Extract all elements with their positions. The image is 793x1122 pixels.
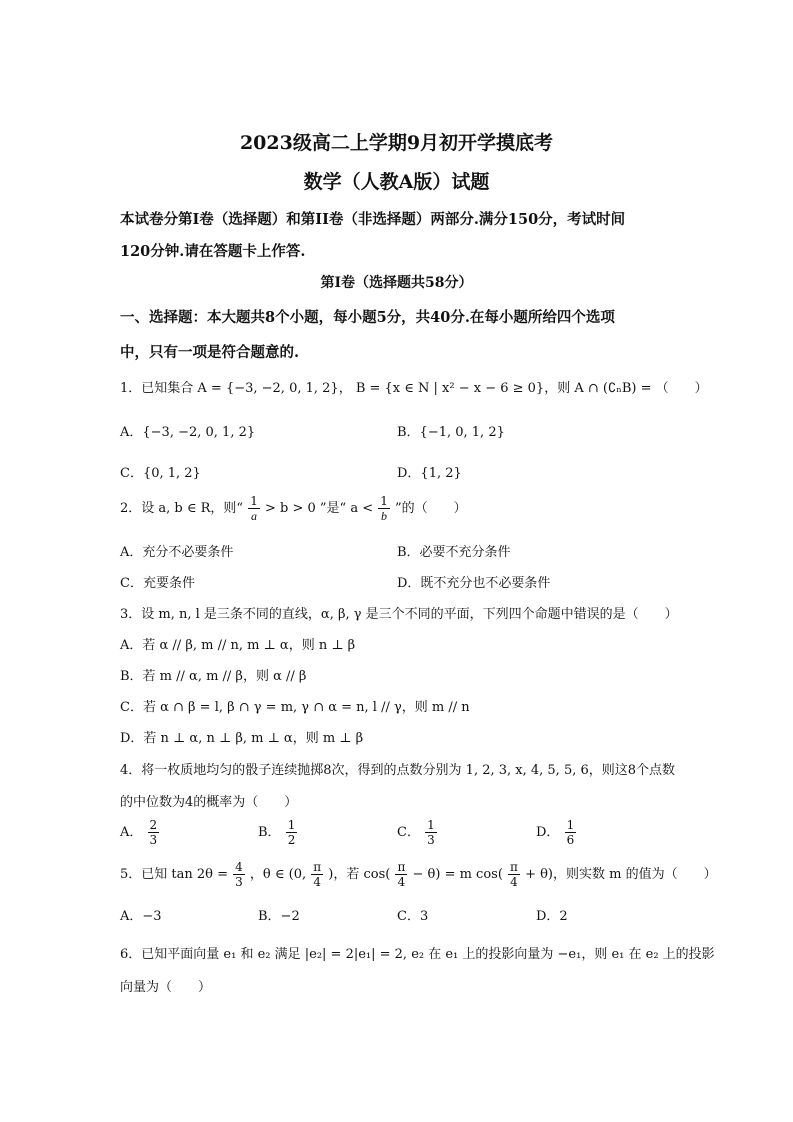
q3-option-c: C．若 α ∩ β = l, β ∩ γ = m, γ ∩ α = n, l // γ，则 m // n — [120, 700, 470, 715]
q4-a-num: 2 — [149, 818, 158, 832]
q4-option-b — [258, 818, 298, 847]
q1-option-d: D．{1, 2} — [397, 466, 462, 481]
part-heading: 第I卷（选择题共58分） — [320, 275, 473, 291]
q4-option-a-fraction — [148, 818, 160, 847]
exam-title: 2023级高二上学期9月初开学摸底考 — [239, 132, 554, 154]
exam-subtitle: 数学（人教A版）试题 — [303, 171, 490, 193]
q2-fraction-2-num: 1 — [380, 494, 388, 508]
q3-option-a: A．若 α // β, m // n, m ⊥ α，则 n ⊥ β — [120, 638, 356, 653]
q2-prefix: 2．设 a, b ∈ R，则“ — [120, 501, 244, 516]
q2-option-b: B．必要不充分条件 — [397, 545, 511, 560]
q4-d-den: 6 — [566, 833, 575, 847]
q1-option-c: C．{0, 1, 2} — [120, 466, 201, 481]
intro-line-1: 本试卷分第I卷（选择题）和第II卷（非选择题）两部分.满分150分，考试时间 — [120, 211, 626, 228]
q5-fraction-1 — [233, 860, 245, 889]
question-5 — [120, 860, 717, 889]
question-2 — [120, 494, 467, 523]
q5-middle-2: )，若 cos( — [328, 867, 391, 882]
q4-option-d-label: D． — [536, 825, 560, 840]
q4-option-c-label: C． — [397, 825, 420, 840]
q4-a-den: 3 — [149, 833, 158, 847]
q5-option-b: B．−2 — [258, 909, 300, 924]
intro-line-2: 120分钟.请在答题卡上作答. — [120, 243, 306, 260]
q5-f2-den: 4 — [313, 875, 322, 889]
section-heading-line-2: 中，只有一项是符合题意的. — [120, 344, 300, 361]
q1-option-a: A．{−3, −2, 0, 1, 2} — [120, 425, 256, 440]
q5-fraction-2 — [311, 860, 323, 889]
question-6-line-2: 向量为（ ） — [120, 980, 212, 995]
q2-option-c: C．充要条件 — [120, 576, 195, 591]
question-4-line-1: 4．将一枚质地均匀的骰子连续抛掷8次，得到的点数分别为 1, 2, 3, x, 4, 5, 5, 6，则这8个点数 — [120, 763, 676, 778]
q4-b-num: 1 — [287, 818, 296, 832]
q4-option-d-fraction — [565, 818, 577, 847]
q2-suffix: ”的（ ） — [395, 501, 467, 516]
q2-fraction-1 — [248, 494, 260, 523]
q2-fraction-1-den: a — [251, 509, 258, 523]
q4-option-b-fraction — [286, 818, 298, 847]
q4-c-num: 1 — [427, 818, 435, 832]
q5-middle-3: − θ) = m cos( — [412, 867, 503, 882]
section-heading-line-1: 一、选择题：本大题共8个小题，每小题5分，共40分.在每小题所给四个选项 — [120, 309, 615, 326]
q5-f4-den: 4 — [510, 875, 518, 889]
question-3: 3．设 m, n, l 是三条不同的直线，α, β, γ 是三个不同的平面，下列四个命题中错误的是（ ） — [120, 607, 678, 622]
q5-fraction-3 — [395, 860, 407, 889]
q1-option-b: B．{−1, 0, 1, 2} — [397, 425, 505, 440]
q2-fraction-2-den: b — [381, 509, 388, 523]
q5-f1-den: 3 — [235, 875, 243, 889]
q5-option-a: A．−3 — [120, 909, 162, 924]
q3-option-b: B．若 m // α, m // β，则 α // β — [120, 669, 307, 684]
q5-f3-den: 4 — [397, 875, 406, 889]
q2-option-a: A．充分不必要条件 — [120, 545, 234, 560]
q4-option-b-label: B． — [258, 825, 281, 840]
q4-option-a — [120, 818, 160, 847]
q5-f1-num: 4 — [235, 860, 243, 874]
q4-d-num: 1 — [566, 818, 575, 832]
q4-option-c — [397, 818, 438, 847]
q2-option-d: D．既不充分也不必要条件 — [397, 576, 551, 591]
question-4-line-2: 的中位数为4的概率为（ ） — [120, 795, 298, 810]
q5-suffix: + θ)，则实数 m 的值为（ ） — [525, 867, 717, 882]
question-1: 1．已知集合 A = {−3, −2, 0, 1, 2}， B = {x ∈ N | x² − x − 6 ≥ 0}，则 A ∩ (∁ₙB) = （ ） — [120, 381, 708, 396]
question-6-line-1: 6．已知平面向量 e₁ 和 e₂ 满足 |e₂| = 2|e₁| = 2, e₂ 在 e₁ 上的投影向量为 −e₁，则 e₁ 在 e₂ 上的投影 — [120, 947, 715, 962]
q5-middle-1: ，θ ∈ (0, — [249, 867, 311, 882]
q5-option-d: D．2 — [536, 909, 568, 924]
q5-fraction-4 — [508, 860, 520, 889]
q3-option-d: D．若 n ⊥ α, n ⊥ β, m ⊥ α，则 m ⊥ β — [120, 731, 364, 746]
q5-f3-num: π — [397, 860, 406, 874]
q2-middle: > b > 0 ”是“ a < — [264, 501, 378, 516]
q4-c-den: 3 — [427, 833, 435, 847]
q5-option-c: C．3 — [397, 909, 429, 924]
q5-f4-num: π — [510, 860, 518, 874]
q4-option-a-label: A． — [120, 825, 143, 840]
q5-f2-num: π — [313, 860, 322, 874]
q4-b-den: 2 — [287, 833, 296, 847]
q4-option-c-fraction — [425, 818, 437, 847]
q5-prefix: 5．已知 tan 2θ = — [120, 867, 233, 882]
q4-option-d — [536, 818, 577, 847]
q2-fraction-1-num: 1 — [250, 494, 258, 508]
q2-fraction-2 — [378, 494, 390, 523]
